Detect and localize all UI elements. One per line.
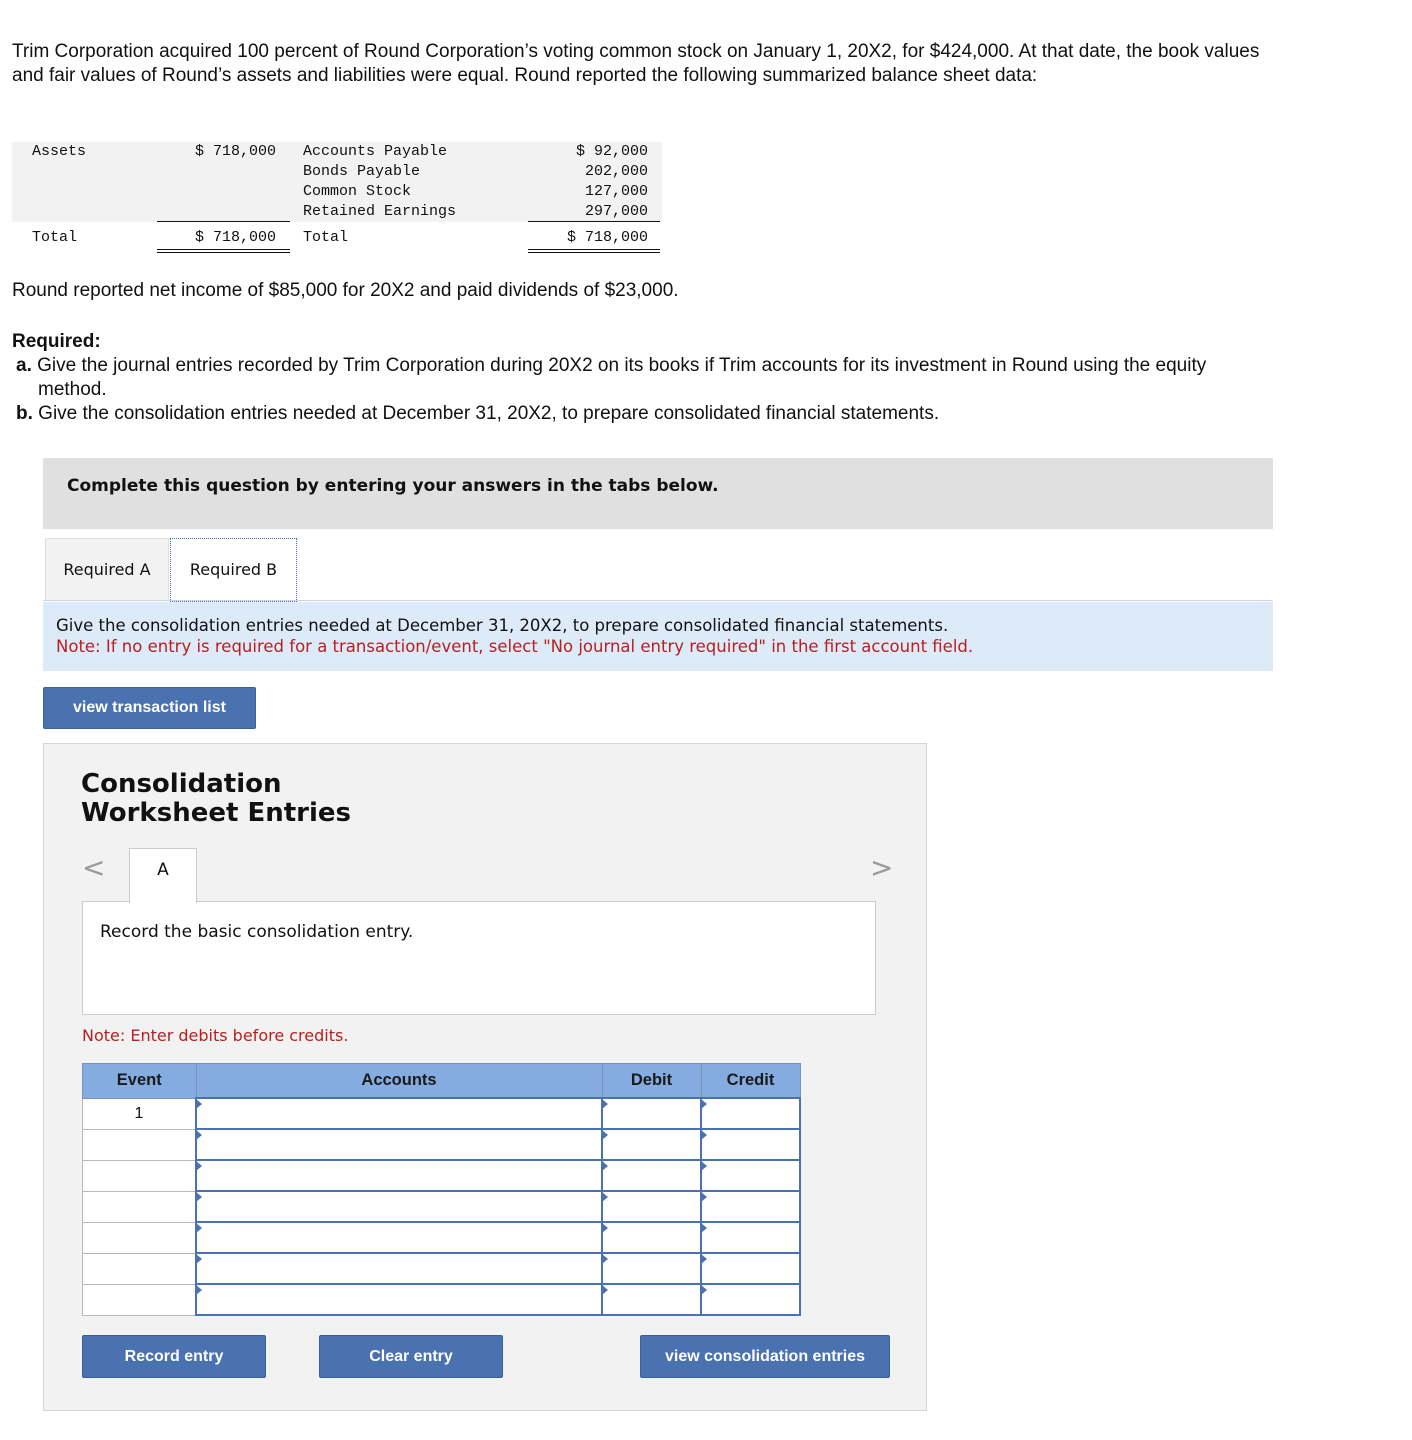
- account-input[interactable]: [196, 1098, 602, 1129]
- instruction-banner: [43, 458, 1273, 529]
- banner-text: Complete this question by entering your answers in the tabs below.: [67, 476, 719, 496]
- instruction-text: Give the consolidation entries needed at December 31, 20X2, to prepare consolidated financial statements.: [56, 616, 949, 635]
- debit-input[interactable]: [602, 1098, 701, 1129]
- account-input[interactable]: [196, 1222, 602, 1253]
- debit-input[interactable]: [602, 1222, 701, 1253]
- credit-input[interactable]: [701, 1222, 800, 1253]
- credit-input[interactable]: [701, 1129, 800, 1160]
- liability-value: 202,000: [584, 163, 648, 180]
- debit-input[interactable]: [602, 1253, 701, 1284]
- tab-required-b[interactable]: Required B: [170, 538, 297, 602]
- total-value-right: $ 718,000: [566, 229, 648, 246]
- entry-tab-a[interactable]: A: [129, 848, 197, 903]
- liability-label: Common Stock: [303, 183, 412, 200]
- view-transaction-list-button[interactable]: view transaction list: [43, 687, 256, 729]
- account-input[interactable]: [196, 1253, 602, 1284]
- liability-value: 127,000: [584, 183, 648, 200]
- underline: [157, 221, 290, 222]
- credit-input[interactable]: [701, 1253, 800, 1284]
- table-row: [83, 1160, 801, 1191]
- journal-entry-table: [82, 1063, 801, 1316]
- total-value-left: $ 718,000: [194, 229, 276, 246]
- liability-value: 297,000: [584, 203, 648, 220]
- event-cell: [83, 1160, 197, 1191]
- consolidation-panel: [43, 743, 927, 1411]
- account-input[interactable]: [196, 1191, 602, 1222]
- credit-input[interactable]: [701, 1284, 800, 1315]
- table-row: [83, 1098, 801, 1129]
- credit-input[interactable]: [701, 1191, 800, 1222]
- event-cell: [83, 1222, 197, 1253]
- net-income-text: Round reported net income of $85,000 for 20X2 and paid dividends of $23,000.: [12, 280, 679, 301]
- debit-input[interactable]: [602, 1191, 701, 1222]
- event-cell: [83, 1284, 197, 1315]
- tab-divider: [43, 600, 1273, 601]
- panel-title: Consolidation Worksheet Entries: [81, 769, 352, 828]
- credit-input[interactable]: [701, 1160, 800, 1191]
- event-cell: [83, 1253, 197, 1284]
- requirement-a: a. Give the journal entries recorded by Trim Corporation during 20X2 on its books if Trim accounts for its investment in Round using the equity method.: [16, 355, 1207, 400]
- clear-entry-button[interactable]: Clear entry: [319, 1335, 503, 1378]
- liability-value: $ 92,000: [575, 143, 648, 160]
- event-cell: 1: [83, 1098, 197, 1129]
- tab-instructions: [43, 602, 1273, 671]
- debit-credit-note: Note: Enter debits before credits.: [82, 1026, 349, 1045]
- balance-sheet: [12, 140, 662, 256]
- chevron-right-icon[interactable]: >: [870, 851, 894, 884]
- double-underline: [157, 249, 290, 253]
- chevron-left-icon[interactable]: <: [82, 851, 106, 884]
- assets-value: $ 718,000: [194, 143, 276, 160]
- table-row: [83, 1129, 801, 1160]
- requirements: [12, 330, 1272, 426]
- tab-bar: [43, 538, 1273, 602]
- account-input[interactable]: [196, 1160, 602, 1191]
- event-cell: [83, 1129, 197, 1160]
- entry-description: Record the basic consolidation entry.: [100, 922, 414, 942]
- debit-input[interactable]: [602, 1160, 701, 1191]
- account-input[interactable]: [196, 1129, 602, 1160]
- table-row: [83, 1284, 801, 1315]
- col-accounts: Accounts: [196, 1064, 602, 1099]
- total-label-left: Total: [32, 229, 78, 246]
- view-consolidation-entries-button[interactable]: view consolidation entries: [640, 1335, 890, 1378]
- tab-required-a[interactable]: Required A: [45, 538, 169, 601]
- debit-input[interactable]: [602, 1284, 701, 1315]
- instruction-note: Note: If no entry is required for a transaction/event, select "No journal entry required" in the first account field.: [56, 637, 974, 656]
- record-entry-button[interactable]: Record entry: [82, 1335, 266, 1378]
- assets-label: Assets: [32, 143, 87, 160]
- required-heading: Required:: [12, 331, 101, 352]
- table-row: [83, 1222, 801, 1253]
- liability-label: Retained Earnings: [303, 203, 457, 220]
- double-underline: [528, 249, 660, 253]
- underline: [528, 221, 660, 222]
- debit-input[interactable]: [602, 1129, 701, 1160]
- col-debit: Debit: [602, 1064, 701, 1099]
- liability-label: Accounts Payable: [303, 143, 448, 160]
- table-row: [83, 1253, 801, 1284]
- event-cell: [83, 1191, 197, 1222]
- entry-description-box: [82, 901, 876, 1015]
- account-input[interactable]: [196, 1284, 602, 1315]
- liability-label: Bonds Payable: [303, 163, 421, 180]
- col-event: Event: [83, 1064, 197, 1099]
- credit-input[interactable]: [701, 1098, 800, 1129]
- col-credit: Credit: [701, 1064, 800, 1099]
- requirement-b: b. Give the consolidation entries needed at December 31, 20X2, to prepare consolidated financial statements.: [16, 403, 940, 424]
- total-label-right: Total: [303, 229, 349, 246]
- table-row: [83, 1191, 801, 1222]
- problem-intro: Trim Corporation acquired 100 percent of Round Corporation’s voting common stock on January 1, 20X2, for $424,000. At that date, the book values and fair values of Round’s assets and liabilities were equal. Round reported the following summarized balance sheet data:: [12, 41, 1260, 86]
